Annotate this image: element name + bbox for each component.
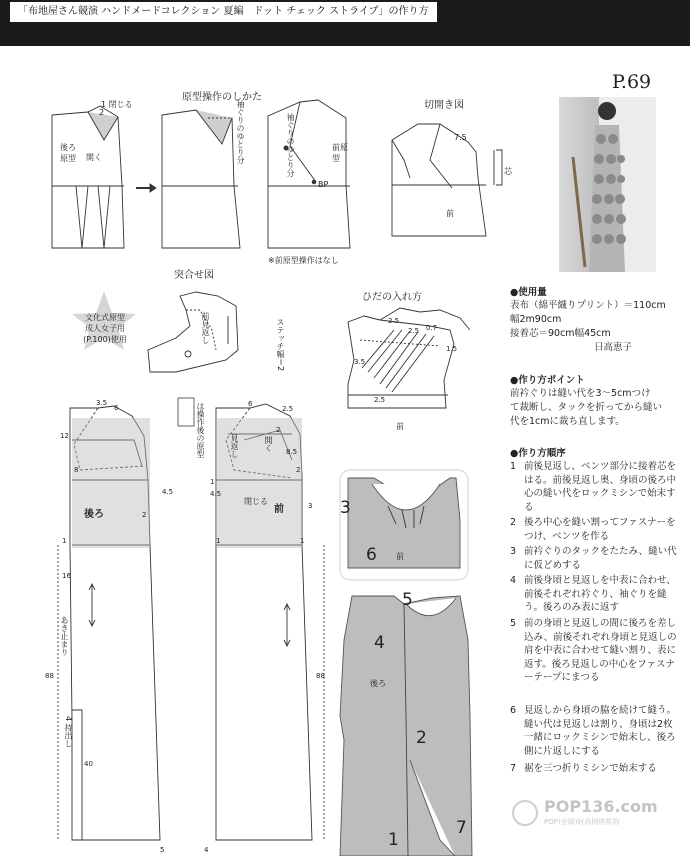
label-cut-75: 7.5: [454, 133, 467, 142]
steps-heading: ●作り方順序: [510, 448, 566, 459]
label-num-3: 3: [308, 502, 313, 510]
step-number: 7: [510, 763, 517, 774]
title-combine: 突合せ図: [174, 270, 214, 281]
label-num-45b: 4.5: [210, 490, 222, 498]
label-armhole-ease: 袖ぐりのゆとり分: [236, 100, 245, 164]
star-label: 文化式原型 成人女子用 (P.100)使用: [83, 313, 127, 344]
label-num-35b: 3.5: [96, 399, 108, 407]
label-num-25d: 2.5: [282, 405, 294, 413]
step-number: 4: [510, 575, 517, 586]
label-num-15: 1.5: [446, 345, 458, 353]
step-text: 前衿ぐりのタックをたたみ、縫い代に仮どめする: [524, 546, 677, 571]
label-close-1: 1 閉じる: [101, 100, 133, 109]
label-num-40: 40: [84, 760, 93, 768]
label-num-16: 16: [62, 572, 71, 580]
figure-label-7: 7: [456, 818, 467, 838]
label-num-45: 4.5: [162, 488, 174, 496]
step-text: 裾を三つ折りミシンで始末する: [524, 763, 657, 774]
model-figure: [559, 97, 656, 272]
figure-label-2: 2: [416, 728, 427, 748]
cut-open-diagram: [392, 124, 502, 236]
label-stitch-width: ステッチ幅＝2: [276, 318, 285, 372]
figure-label-5: 5: [402, 590, 413, 610]
label-num-35: 3.5: [354, 358, 366, 366]
figure-label-4: 4: [374, 633, 385, 653]
label-num-25c: 2.5: [408, 327, 420, 335]
watermark-logo-icon: [510, 795, 540, 831]
page-number: P.69: [612, 71, 652, 93]
step-text: 前後見返し、ベンツ部分に接着芯をはる。前後見返し奥、身頃の後ろ中心の縫い代をロックミシンで始末する: [524, 461, 677, 513]
label-num-88: 88: [45, 672, 54, 680]
label-back: 後ろ: [84, 509, 104, 520]
back-block-diagram: [52, 106, 124, 248]
label-num-8: 8: [74, 466, 79, 474]
step-number: 5: [510, 618, 517, 629]
figure-back-gray: [340, 596, 472, 856]
label-close: 閉じる: [244, 497, 268, 506]
label-num-2: 2: [99, 108, 105, 117]
label-num-07: 0.7: [426, 324, 438, 332]
title-cut-open: 切開き図: [424, 100, 464, 111]
label-armhole-ease-2: 袖ぐりのゆとり分: [286, 113, 295, 177]
points-line-2: て裁断し、タックを折ってから縫い: [510, 402, 663, 413]
figure-label-front: 前: [396, 552, 404, 561]
points-line-3: 代を1cmに裁ち直します。: [510, 416, 625, 427]
label-num-88b: 88: [316, 672, 325, 680]
header-title: 「布地屋さん競演 ハンドメードコレクション 夏編 ドット チェック ストライプ」の作り方: [10, 2, 437, 22]
label-open-2: 開く: [264, 436, 273, 452]
points-heading: ●作り方ポイント: [510, 375, 585, 386]
materials-interfacing: 接着芯＝90cm幅45cm: [510, 328, 611, 339]
step-text: 前の身頃と見返しの間に後ろを差し込み、前後それぞれ身頃と見返しの肩を中表に合わせて縫い割り、表に返す。後ろ見返しの中心をファスナーテープにまつる: [524, 618, 677, 683]
figure-label-1: 1: [388, 830, 399, 850]
label-core: 芯: [504, 167, 512, 176]
label-num-1c: 1: [216, 537, 221, 545]
label-hem-4: 4 持出し: [64, 716, 73, 748]
title-pleats: ひだの入れ方: [362, 292, 422, 303]
title-pattern-ops: 原型操作のしかた: [182, 92, 262, 103]
watermark-brand: POP136.com: [544, 797, 658, 816]
label-facing: 見返し: [230, 434, 239, 458]
figure-label-6: 6: [366, 545, 377, 565]
figure-label-3: 3: [340, 498, 351, 518]
label-num-6b: 6: [248, 400, 253, 408]
label-num-25b: 2.5: [374, 396, 386, 404]
label-num-12: 12: [60, 432, 69, 440]
label-front: 前: [446, 209, 454, 218]
step-text: 後ろ中心を縫い割ってファスナーをつけ、ベンツを作る: [524, 517, 676, 542]
label-slit-end: あき止まり: [60, 616, 69, 656]
label-num-2d: 2: [296, 466, 301, 474]
label-num-4: 4: [204, 846, 209, 854]
label-open: 開く: [86, 153, 102, 162]
step-number: 6: [510, 705, 517, 716]
label-num-6: 6: [114, 404, 119, 412]
label-back-block: 後ろ原型: [60, 143, 76, 163]
label-num-25: 2.5: [388, 317, 400, 325]
note-front-block: ※前原型操作はなし: [268, 256, 339, 265]
materials-author: 日高恵子: [594, 342, 633, 353]
materials-fabric-width: 幅2m90cm: [510, 314, 562, 325]
label-num-1d: 1: [300, 537, 305, 545]
pleats-diagram: [348, 308, 470, 408]
label-front-main: 前: [274, 504, 284, 515]
watermark-sub: POP(全球)时尚网络机构: [544, 818, 620, 826]
label-pleats-front: 前: [396, 422, 404, 431]
figure-label-back: 後ろ: [370, 679, 386, 688]
step-text: 前後身頃と見返しを中表に合わせ、前後それぞれ衿ぐり、袖ぐりを縫う。後ろのみ表に返す: [524, 575, 676, 613]
points-line-1: 前衿ぐりは縫い代を3～5cmつけ: [510, 388, 651, 399]
figure-front-gray: [340, 470, 468, 580]
label-after-op: は操作後の原型: [196, 402, 205, 458]
watermark: [510, 795, 680, 835]
combine-diagram: [148, 292, 238, 372]
step-number: 2: [510, 517, 517, 528]
label-bp: BP: [318, 180, 329, 189]
label-facing-front: 前見返し: [201, 312, 210, 344]
model-photo: [559, 97, 656, 272]
label-num-85: 8.5: [286, 448, 298, 456]
label-num-2b: 2: [142, 511, 147, 519]
step-text: 見返しから身頃の脇を続けて縫う。縫い代は見返しは割り、身頃は2枚一緒にロックミシンで始末し、後ろ側に片返しにする: [524, 705, 677, 757]
label-num-5: 5: [160, 846, 165, 854]
label-num-1b: 1: [210, 478, 215, 486]
label-num-1: 1: [62, 537, 67, 545]
materials-heading: ●使用量: [510, 287, 547, 298]
materials-fabric: 表布（綿平織りプリント）＝110cm: [510, 300, 666, 311]
label-front-block: 前原型: [332, 143, 348, 163]
front-block-diagram: [268, 100, 350, 248]
step-number: 3: [510, 546, 517, 557]
label-num-2c: 2: [276, 426, 281, 434]
step-number: 1: [510, 461, 517, 472]
back-block-diagram-2: [162, 110, 240, 248]
